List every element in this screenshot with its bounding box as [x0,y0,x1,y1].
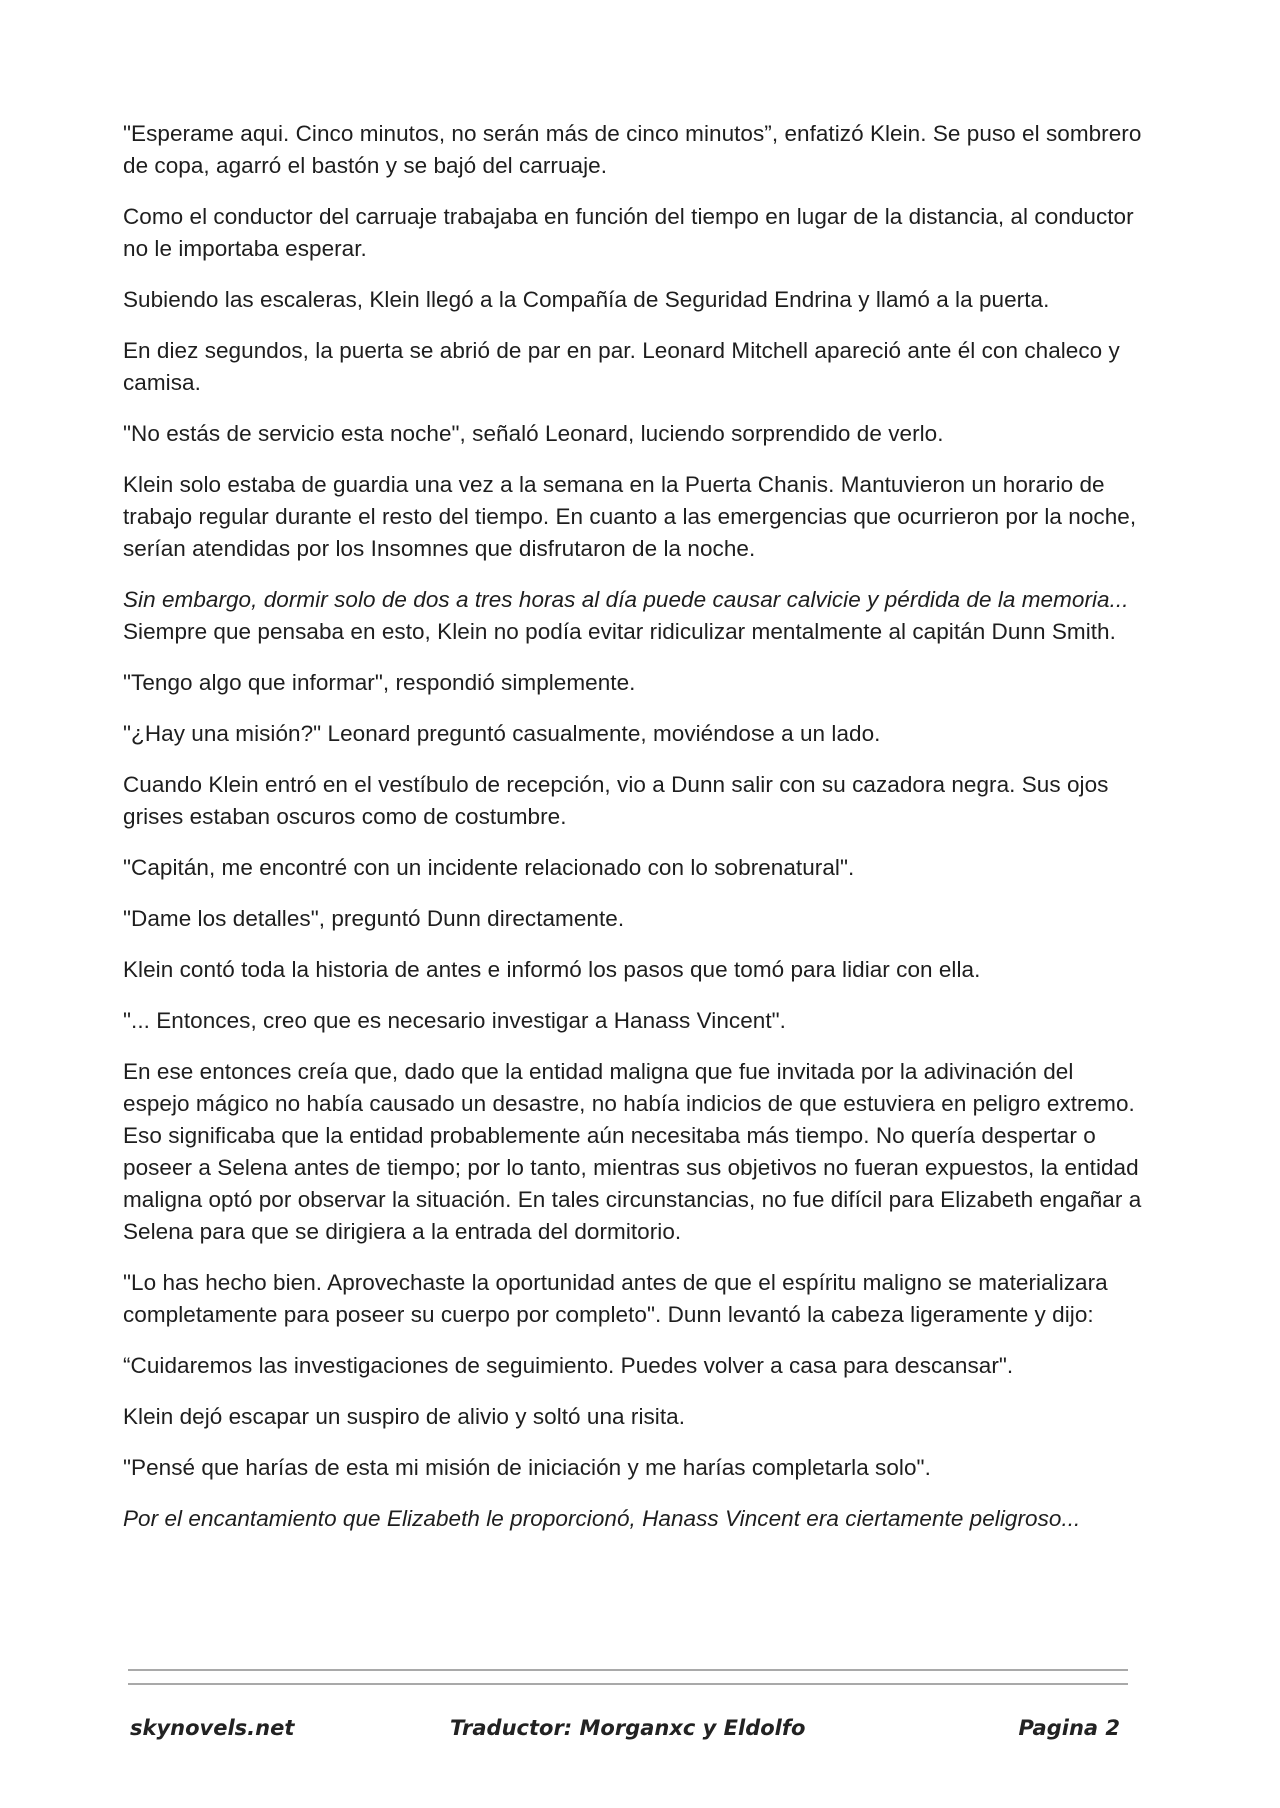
paragraph: Klein solo estaba de guardia una vez a la semana en la Puerta Chanis. Mantuvieron un horario de trabajo regular durante el resto del tiempo. En cuanto a las emergencias que ocurrieron por la noche, serían atendidas por los Insomnes que disfrutaron de la noche. [123,472,1137,561]
paragraph: Subiendo las escaleras, Klein llegó a la Compañía de Seguridad Endrina y llamó a la puerta. [123,287,1050,312]
footer-divider [128,1669,1128,1671]
italic-thought: Por el encantamiento que Elizabeth le proporcionó, Hanass Vincent era ciertamente peligroso... [123,1506,1081,1531]
paragraph [123,584,1143,648]
italic-thought: Sin embargo, dormir solo de dos a tres horas al día puede causar calvicie y pérdida de la memoria... [123,587,1129,612]
document-body [123,118,1143,1554]
paragraph: En diez segundos, la puerta se abrió de par en par. Leonard Mitchell apareció ante él con chaleco y camisa. [123,338,1120,395]
paragraph: "Tengo algo que informar", respondió simplemente. [123,670,636,695]
paragraph: "Dame los detalles", preguntó Dunn directamente. [123,906,625,931]
paragraph: "¿Hay una misión?" Leonard preguntó casualmente, moviéndose a un lado. [123,721,881,746]
paragraph: Cuando Klein entró en el vestíbulo de recepción, vio a Dunn salir con su cazadora negra. Sus ojos grises estaban oscuros como de costumbre. [123,772,1109,829]
page-footer [128,1716,1128,1748]
paragraph [123,1503,1143,1535]
footer-translator: Traductor: Morganxc y Eldolfo [450,1716,806,1740]
paragraph: "Lo has hecho bien. Aprovechaste la oportunidad antes de que el espíritu maligno se materializara completamente para poseer su cuerpo por completo". Dunn levantó la cabeza ligeramente y dijo: [123,1270,1108,1327]
footer-page-number: Pagina 2 [1018,1716,1120,1740]
paragraph: Como el conductor del carruaje trabajaba en función del tiempo en lugar de la distancia, al conductor no le importaba esperar. [123,204,1134,261]
paragraph: Klein contó toda la historia de antes e informó los pasos que tomó para lidiar con ella. [123,957,981,982]
paragraph-text: Siempre que pensaba en esto, Klein no podía evitar ridiculizar mentalmente al capitán Dunn Smith. [123,619,1116,644]
paragraph: "Capitán, me encontré con un incidente relacionado con lo sobrenatural". [123,855,855,880]
paragraph: "Pensé que harías de esta mi misión de iniciación y me harías completarla solo". [123,1455,931,1480]
paragraph: "Esperame aqui. Cinco minutos, no serán más de cinco minutos”, enfatizó Klein. Se puso el sombrero de copa, agarró el bastón y se bajó del carruaje. [123,121,1142,178]
footer-site: skynovels.net [130,1716,295,1740]
paragraph: "No estás de servicio esta noche", señaló Leonard, luciendo sorprendido de verlo. [123,421,944,446]
paragraph: "... Entonces, creo que es necesario investigar a Hanass Vincent". [123,1008,786,1033]
paragraph: “Cuidaremos las investigaciones de seguimiento. Puedes volver a casa para descansar". [123,1353,1014,1378]
paragraph: Klein dejó escapar un suspiro de alivio y soltó una risita. [123,1404,686,1429]
footer-divider [128,1683,1128,1685]
paragraph: En ese entonces creía que, dado que la entidad maligna que fue invitada por la adivinación del espejo mágico no había causado un desastre, no había indicios de que estuviera en peligro extremo. Eso significaba que la entidad probablemente aún necesitaba más tiempo. No quería despertar o poseer a Selena antes de tiempo; por lo tanto, mientras sus objetivos no fueran expuestos, la entidad maligna optó por observar la situación. En tales circunstancias, no fue difícil para Elizabeth engañar a Selena para que se dirigiera a la entrada del dormitorio. [123,1059,1142,1244]
